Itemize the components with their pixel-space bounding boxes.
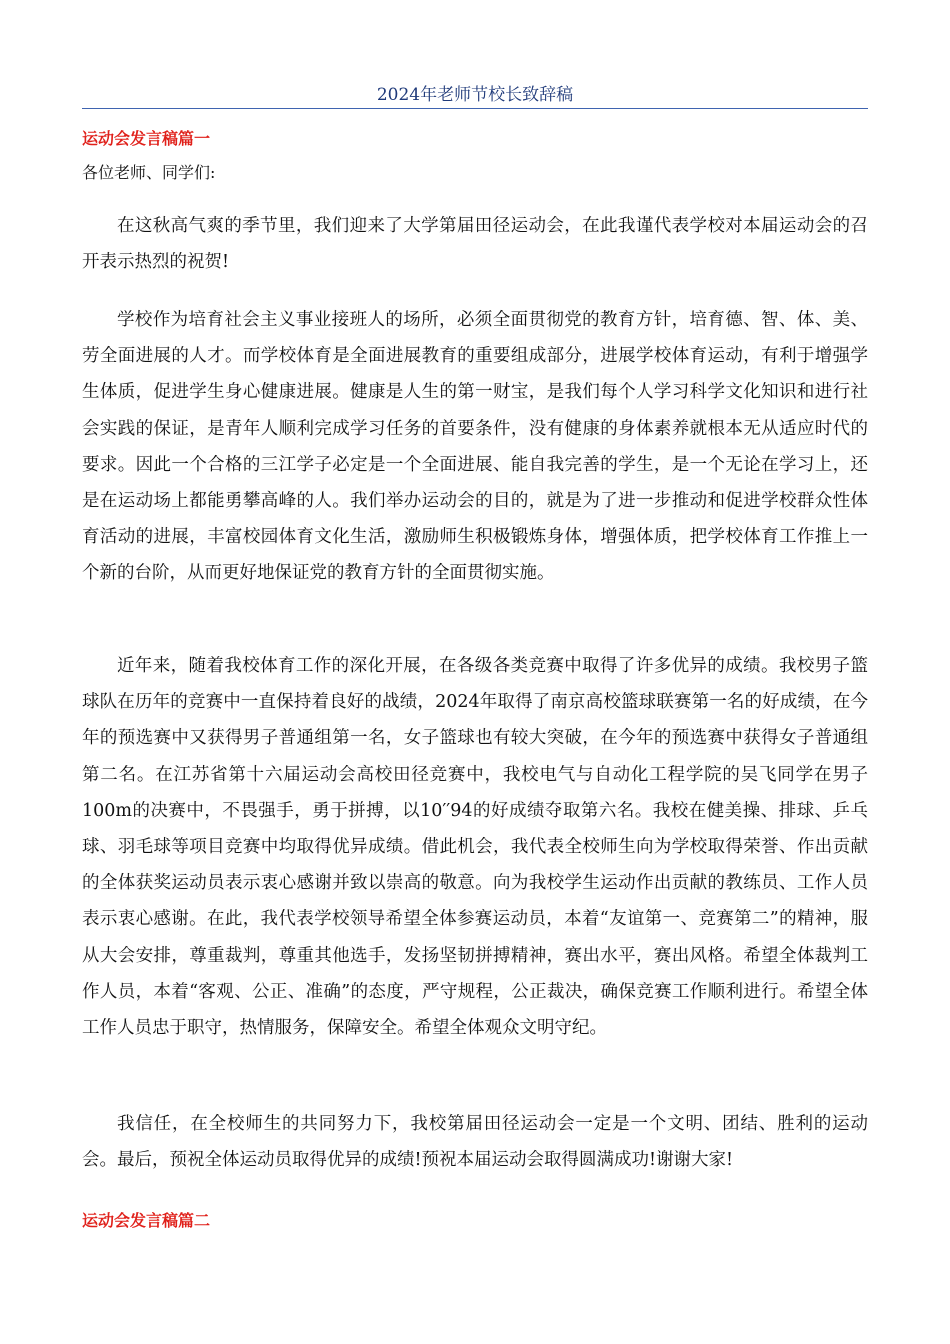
salutation: 各位老师、同学们: [82, 163, 216, 182]
paragraph-4: 我信任，在全校师生的共同努力下，我校第届田径运动会一定是一个文明、团结、胜利的运动会。最后，预祝全体运动员取得优异的成绩!预祝本届运动会取得圆满成功!谢谢大家! [82, 1114, 868, 1171]
paragraph-2: 学校作为培育社会主义事业接班人的场所，必须全面贯彻党的教育方针，培育德、智、体、美、劳全面进展的人才。而学校体育是全面进展教育的重要组成部分，进展学校体育运动，有利于增强学生体质，促进学生身心健康进展。健康是人生的第一财宝，是我们每个人学习科学文化知识和进行社会实践的保证，是青年人顺利完成学习任务的首要条件，没有健康的身体素养就根本无从适应时代的要求。因此一个合格的三江学子必定是一个全面进展、能自我完善的学生，是一个无论在学习上，还是在运动场上都能勇攀高峰的人。我们举办运动会的目的，就是为了进一步推动和促进学校群众性体育活动的进展，丰富校园体育文化生活，激励师生积极锻炼身体，增强体质，把学校体育工作推上一个新的台阶，从而更好地保证党的教育方针的全面贯彻实施。 [82, 310, 868, 584]
paragraph-3: 近年来，随着我校体育工作的深化开展，在各级各类竞赛中取得了许多优异的成绩。我校男子篮球队在历年的竞赛中一直保持着良好的战绩，2024年取得了南京高校篮球联赛第一名的好成绩，在今年的预选赛中又获得男子普通组第一名，女子篮球也有较大突破，在今年的预选赛中获得女子普通组第二名。在江苏省第十六届运动会高校田径竞赛中，我校电气与自动化工程学院的吴飞同学在男子100m的决赛中，不畏强手，勇于拼搏，以10′′94的好成绩夺取第六名。我校在健美操、排球、乒乓球、羽毛球等项目竞赛中均取得优异成绩。借此机会，我代表全校师生向为学校取得荣誉、作出贡献的全体获奖运动员表示衷心感谢并致以崇高的敬意。向为我校学生运动作出贡献的教练员、工作人员表示衷心感谢。在此，我代表学校领导希望全体参赛运动员，本着“友谊第一、竞赛第二”的精神，服从大会安排，尊重裁判，尊重其他选手，发扬坚韧拼搏精神，赛出水平，赛出风格。希望全体裁判工作人员，本着“客观、公正、准确”的态度，严守规程，公正裁决，确保竞赛工作顺利进行。希望全体工作人员忠于职守，热情服务，保障安全。希望全体观众文明守纪。 [82, 656, 868, 1039]
section-heading-2: 运动会发言稿篇二 [82, 1211, 211, 1230]
header-divider [82, 108, 868, 109]
paragraph-1: 在这秋高气爽的季节里，我们迎来了大学第届田径运动会，在此我谨代表学校对本届运动会的召开表示热烈的祝贺! [82, 216, 868, 273]
section-heading-1: 运动会发言稿篇一 [82, 129, 211, 148]
document-header-title: 2024年老师节校长致辞稿 [376, 85, 574, 105]
